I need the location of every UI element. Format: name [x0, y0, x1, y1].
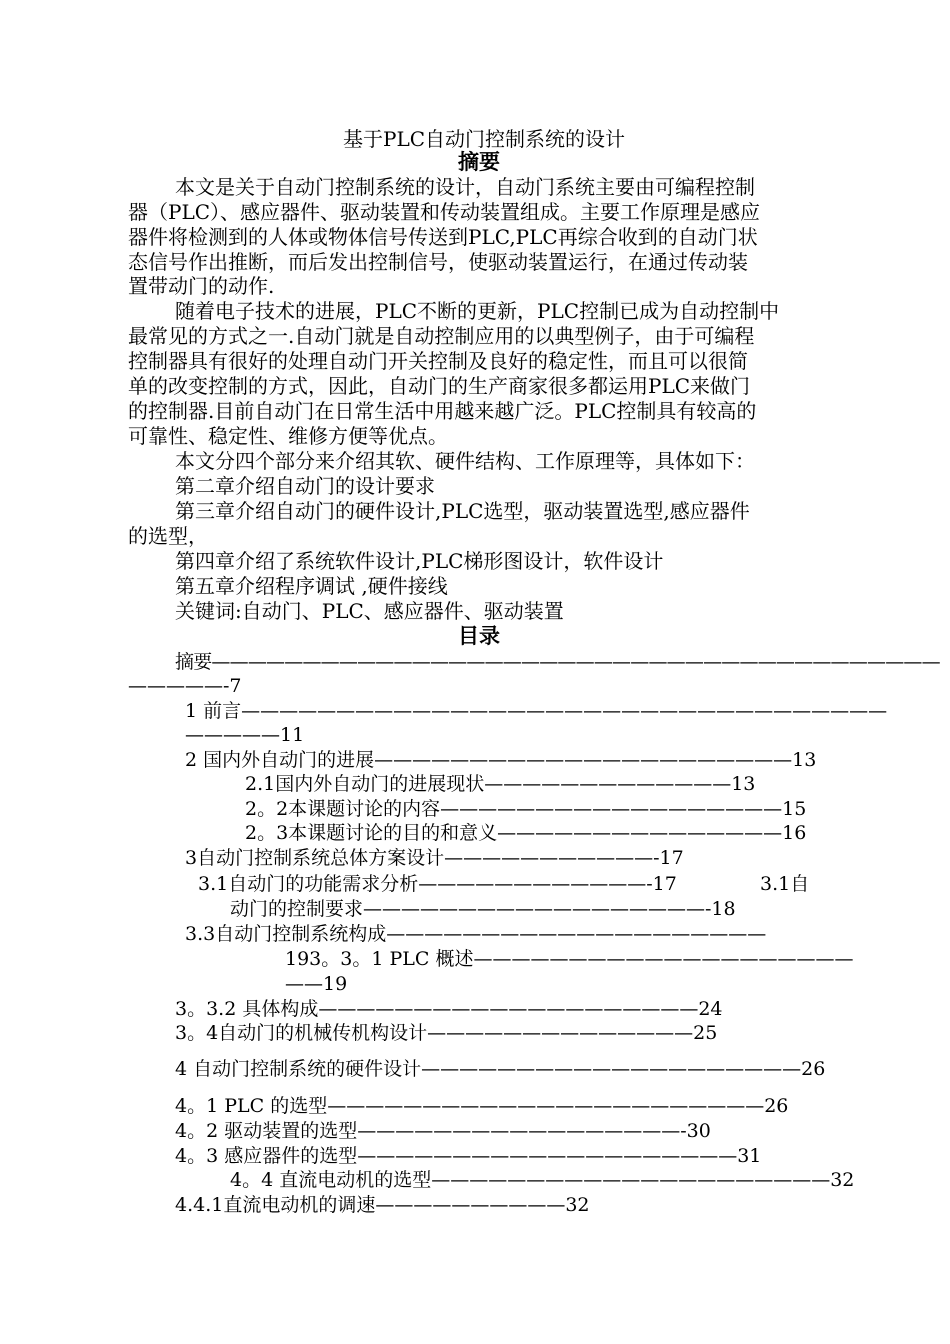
toc-line: —————11: [185, 724, 305, 746]
abstract-heading: 摘要: [458, 149, 500, 174]
toc-line: 3。4自动门的机械传机构设计——————————————25: [175, 1022, 718, 1044]
toc-line: 3自动门控制系统总体方案设计———————————-17: [185, 847, 684, 869]
toc-line: 2。2本课题讨论的内容——————————————————15: [245, 798, 807, 820]
toc-line: 3。3.2 具体构成————————————————————24: [175, 998, 723, 1020]
toc-line: —————-7: [128, 675, 242, 697]
abstract-line: 器（PLC）、感应器件、驱动装置和传动装置组成。主要工作原理是感应: [128, 200, 761, 224]
toc-line: 动门的控制要求——————————————————-18: [230, 898, 736, 920]
abstract-line: 本文是关于自动门控制系统的设计，自动门系统主要由可编程控制: [175, 175, 755, 199]
abstract-line: 态信号作出推断，而后发出控制信号，使驱动装置运行，在通过传动装: [128, 250, 748, 274]
document-title: 基于PLC自动门控制系统的设计: [343, 127, 626, 151]
toc-line: 1 前言——————————————————————————————————: [185, 700, 888, 722]
abstract-line: 可靠性、稳定性、维修方便等优点。: [128, 424, 448, 448]
toc-heading: 目录: [458, 623, 500, 648]
toc-line: 4。4 直流电动机的选型—————————————————————32: [230, 1169, 855, 1191]
toc-line: 4.4.1直流电动机的调速——————————32: [175, 1194, 590, 1216]
abstract-line: 随着电子技术的进展，PLC不断的更新，PLC控制已成为自动控制中: [175, 299, 780, 323]
abstract-line: 的控制器.目前自动门在日常生活中用越来越广泛。PLC控制具有较高的: [128, 399, 757, 423]
toc-line: 4。1 PLC 的选型———————————————————————26: [175, 1095, 789, 1117]
abstract-line: 最常见的方式之一.自动门就是自动控制应用的以典型例子，由于可编程: [128, 324, 755, 348]
toc-line: 193。3。1 PLC 概述————————————————————: [285, 948, 854, 970]
abstract-line: 本文分四个部分来介绍其软、硬件结构、工作原理等，具体如下：: [175, 449, 755, 473]
toc-line: 2。3本课题讨论的目的和意义———————————————16: [245, 822, 807, 844]
chapter-line: 第五章介绍程序调试 ,硬件接线: [175, 574, 448, 598]
toc-line: ——19: [285, 973, 348, 995]
chapter-line: 的选型，: [128, 524, 208, 548]
abstract-line: 单的改变控制的方式，因此，自动门的生产商家很多都运用PLC来做门: [128, 374, 751, 398]
chapter-line: 第四章介绍了系统软件设计,PLC梯形图设计，软件设计: [175, 549, 664, 573]
abstract-line: 置带动门的动作.: [128, 274, 275, 298]
toc-line: 4。3 感应器件的选型————————————————————31: [175, 1145, 762, 1167]
abstract-line: 控制器具有很好的处理自动门开关控制及良好的稳定性，而且可以很简: [128, 349, 748, 373]
toc-line: 4。2 驱动装置的选型—————————————————-30: [175, 1120, 711, 1142]
keywords: 关键词:自动门、PLC、感应器件、驱动装置: [175, 599, 564, 623]
toc-line: 2.1国内外自动门的进展现状—————————————13: [245, 773, 756, 795]
abstract-line: 器件将检测到的人体或物体信号传送到PLC,PLC再综合收到的自动门状: [128, 225, 758, 249]
toc-line: 4 自动门控制系统的硬件设计————————————————————26: [175, 1058, 826, 1080]
toc-line: 2 国内外自动门的进展——————————————————————13: [185, 749, 817, 771]
chapter-line: 第三章介绍自动门的硬件设计,PLC选型，驱动装置选型,感应器件: [175, 499, 750, 523]
toc-line: 3.3自动门控制系统构成————————————————————: [185, 923, 767, 945]
chapter-line: 第二章介绍自动门的设计要求: [175, 474, 435, 498]
toc-line: 摘要————————————————————————————————————————: [175, 651, 940, 673]
toc-line: 3.1自动门的功能需求分析————————————-17: [198, 873, 677, 895]
toc-line: 3.1自: [760, 873, 810, 895]
